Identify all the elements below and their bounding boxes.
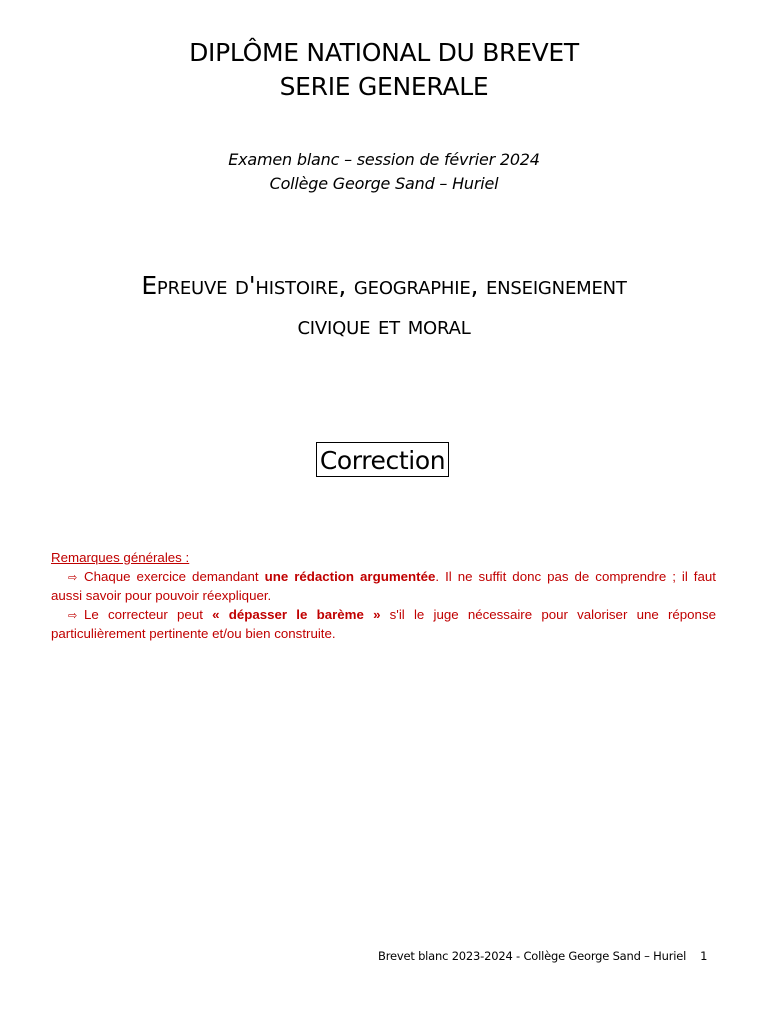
- page-number: 1: [700, 949, 708, 963]
- title-line-diplome: DIPLÔME NATIONAL DU BREVET: [189, 38, 579, 67]
- remark-item-2: [51, 606, 716, 644]
- exam-session: Examen blanc – session de février 2024: [228, 150, 540, 169]
- remark-emphasis: une rédaction argumentée: [264, 568, 436, 584]
- remark-emphasis: « dépasser le barème »: [212, 606, 381, 622]
- footer-text: Brevet blanc 2023-2024 - Collège George Sand – Huriel: [378, 949, 687, 963]
- remarks-section: [51, 549, 716, 644]
- document-title: [0, 36, 768, 104]
- remark-text-before: Le correcteur peut: [84, 606, 213, 622]
- arrow-right-icon: ⇨: [68, 608, 78, 622]
- epreuve-title: [0, 266, 768, 346]
- title-line-serie: SERIE GENERALE: [279, 72, 489, 101]
- remark-text-before: Chaque exercice demandant: [84, 568, 265, 584]
- exam-school: Collège George Sand – Huriel: [269, 174, 499, 193]
- arrow-right-icon: ⇨: [68, 570, 78, 584]
- correction-label: Correction: [316, 442, 449, 477]
- epreuve-line2: civique et moral: [297, 311, 471, 340]
- remark-text-after: . Il ne suffit donc pas de comprendre ; il faut aussi savoir pour pouvoir réexpliquer.: [51, 568, 716, 603]
- epreuve-line1: Epreuve d'histoire, geographie, enseignement: [141, 271, 627, 300]
- remark-text-after: s'il le juge nécessaire pour valoriser une réponse particulièrement pertinente et/ou bien construite.: [51, 606, 716, 641]
- remark-item-1: [51, 568, 716, 606]
- page-footer: [378, 948, 718, 964]
- remarks-title: Remarques générales :: [51, 550, 190, 565]
- exam-info: [0, 148, 768, 196]
